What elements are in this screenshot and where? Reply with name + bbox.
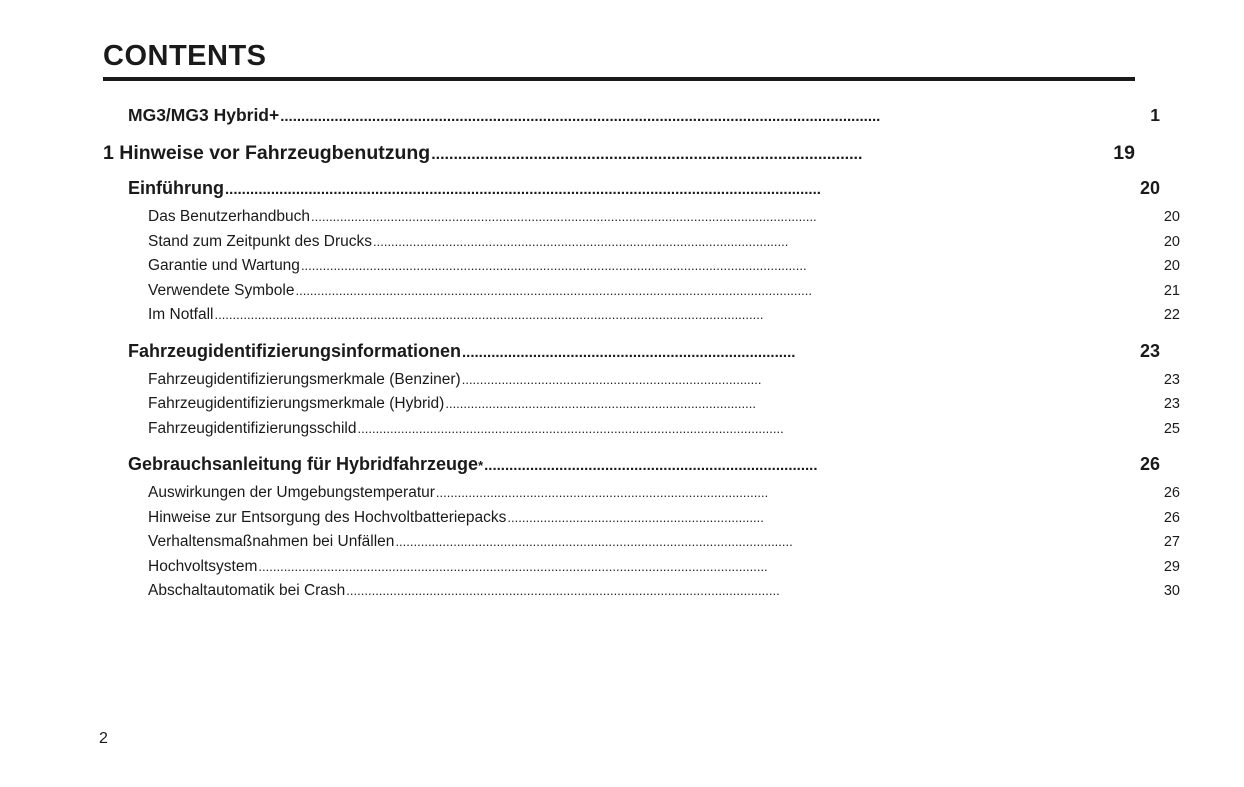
toc-leader-dots: .............................................................................................................. bbox=[395, 534, 793, 549]
toc-entry-sub[interactable] bbox=[148, 395, 1180, 413]
toc-entry-page-number: 21 bbox=[1163, 282, 1180, 299]
toc-entry-label: Garantie und Wartung bbox=[148, 257, 300, 274]
toc-entry-sub[interactable] bbox=[148, 233, 1180, 251]
toc-entry-sub[interactable] bbox=[148, 306, 1180, 324]
toc-entry-page-number: 23 bbox=[1163, 371, 1180, 388]
toc-entry-page-number: 27 bbox=[1163, 534, 1180, 550]
toc-leader-dots: ............................................................................................ bbox=[435, 485, 769, 500]
toc-leader-dots: ............................................................................................................................................ bbox=[300, 258, 807, 273]
toc-entry-label: 1 Hinweise vor Fahrzeugbenutzung bbox=[103, 142, 431, 164]
toc-entry-label: Abschaltautomatik bei Crash bbox=[148, 582, 346, 599]
toc-entry-sub[interactable] bbox=[148, 533, 1180, 551]
toc-entry-label: Im Notfall bbox=[148, 306, 214, 323]
toc-entry-label: MG3/MG3 Hybrid+ bbox=[128, 105, 280, 125]
title-divider bbox=[103, 77, 1135, 81]
toc-entry-top[interactable] bbox=[128, 105, 1160, 126]
page-title: CONTENTS bbox=[103, 40, 267, 72]
toc-entry-label: Verwendete Symbole bbox=[148, 281, 295, 299]
toc-entry-section[interactable] bbox=[128, 341, 1160, 362]
toc-entry-page-number: 20 bbox=[1139, 178, 1160, 198]
toc-entry-label: Das Benutzerhandbuch bbox=[148, 208, 311, 225]
toc-entry-page-number: 26 bbox=[1163, 485, 1180, 501]
toc-entry-label: Einführung bbox=[128, 178, 224, 198]
toc-entry-section[interactable]: Gebrauchsanleitung für Hybridfahrzeuge * ................................................................................ 26 bbox=[128, 454, 1160, 474]
table-of-contents bbox=[103, 105, 1180, 607]
toc-entry-label: Stand zum Zeitpunkt des Drucks bbox=[148, 232, 372, 250]
toc-entry-page-number: 29 bbox=[1163, 558, 1180, 575]
toc-entry-sub[interactable] bbox=[148, 208, 1180, 226]
toc-entry-sub[interactable] bbox=[148, 420, 1180, 438]
toc-leader-dots: ................................................................................ bbox=[484, 457, 818, 474]
toc-entry-chapter[interactable] bbox=[103, 142, 1135, 165]
toc-entry-sub[interactable] bbox=[148, 582, 1180, 600]
toc-leader-dots: ...................................................................................................................... bbox=[357, 420, 784, 436]
toc-leader-dots: ............................................................................................................................................... bbox=[295, 282, 812, 298]
group-spacer bbox=[103, 331, 1135, 341]
toc-entry-page-number: 25 bbox=[1163, 420, 1180, 437]
toc-entry-label: Auswirkungen der Umgebungstemperatur bbox=[148, 484, 435, 501]
toc-entry-page-number: 19 bbox=[1113, 142, 1135, 164]
toc-entry-page-number: 1 bbox=[1150, 105, 1160, 125]
toc-entry-section[interactable] bbox=[128, 178, 1160, 199]
toc-leader-dots: ........................................................................................................................ bbox=[346, 583, 780, 598]
toc-entry-label: Hochvoltsystem bbox=[148, 557, 258, 575]
toc-entry-page-number: 23 bbox=[1163, 396, 1180, 412]
toc-entry-sub[interactable] bbox=[148, 371, 1180, 389]
toc-entry-label: Fahrzeugidentifizierungsinformationen bbox=[128, 340, 462, 361]
toc-entry-page-number: 26 bbox=[1139, 454, 1160, 474]
toc-leader-dots: ................................................................................................................... bbox=[373, 233, 789, 249]
toc-entry-page-number: 20 bbox=[1163, 233, 1180, 250]
toc-leader-dots: ................................................................................................................................................ bbox=[280, 108, 881, 125]
toc-entry-sub[interactable] bbox=[148, 257, 1180, 275]
toc-entry-page-number: 26 bbox=[1163, 509, 1180, 526]
toc-leader-dots: ............................................................................................................................................... bbox=[224, 181, 821, 198]
toc-leader-dots: ....................................................................... bbox=[507, 509, 764, 525]
toc-entry-label: Verhaltensmaßnahmen bei Unfällen bbox=[148, 533, 395, 550]
toc-entry-page-number: 22 bbox=[1163, 307, 1180, 323]
toc-entry-label: Fahrzeugidentifizierungsmerkmale (Benziner) bbox=[148, 370, 461, 388]
toc-entry-sub[interactable] bbox=[148, 509, 1180, 527]
toc-leader-dots: ................................................................................................. bbox=[431, 146, 863, 163]
toc-leader-dots: ...................................................................................... bbox=[445, 396, 756, 411]
toc-leader-dots: ................................................................................ bbox=[462, 343, 796, 361]
toc-entry-label: Fahrzeugidentifizierungsschild bbox=[148, 419, 357, 437]
toc-entry-sub[interactable] bbox=[148, 282, 1180, 300]
toc-entry-page-number: 30 bbox=[1163, 583, 1180, 599]
group-spacer bbox=[103, 444, 1135, 454]
toc-entry-page-number: 20 bbox=[1163, 209, 1180, 225]
toc-entry-sub[interactable] bbox=[148, 558, 1180, 576]
toc-leader-dots: ........................................................................................................................................................ bbox=[214, 307, 764, 322]
toc-entry-label: Hinweise zur Entsorgung des Hochvoltbatteriepacks bbox=[148, 508, 507, 526]
page-number: 2 bbox=[99, 730, 108, 747]
toc-entry-label: Gebrauchsanleitung für Hybridfahrzeuge bbox=[128, 454, 479, 474]
toc-entry-label: Fahrzeugidentifizierungsmerkmale (Hybrid) bbox=[148, 395, 445, 412]
toc-entry-sub[interactable] bbox=[148, 484, 1180, 502]
toc-entry-page-number: 20 bbox=[1163, 258, 1180, 274]
toc-leader-dots: ............................................................................................................................................. bbox=[258, 558, 768, 574]
toc-leader-dots: ................................................................................... bbox=[461, 371, 762, 387]
toc-entry-page-number: 23 bbox=[1139, 340, 1160, 361]
toc-leader-dots: ............................................................................................................................................ bbox=[311, 209, 817, 224]
